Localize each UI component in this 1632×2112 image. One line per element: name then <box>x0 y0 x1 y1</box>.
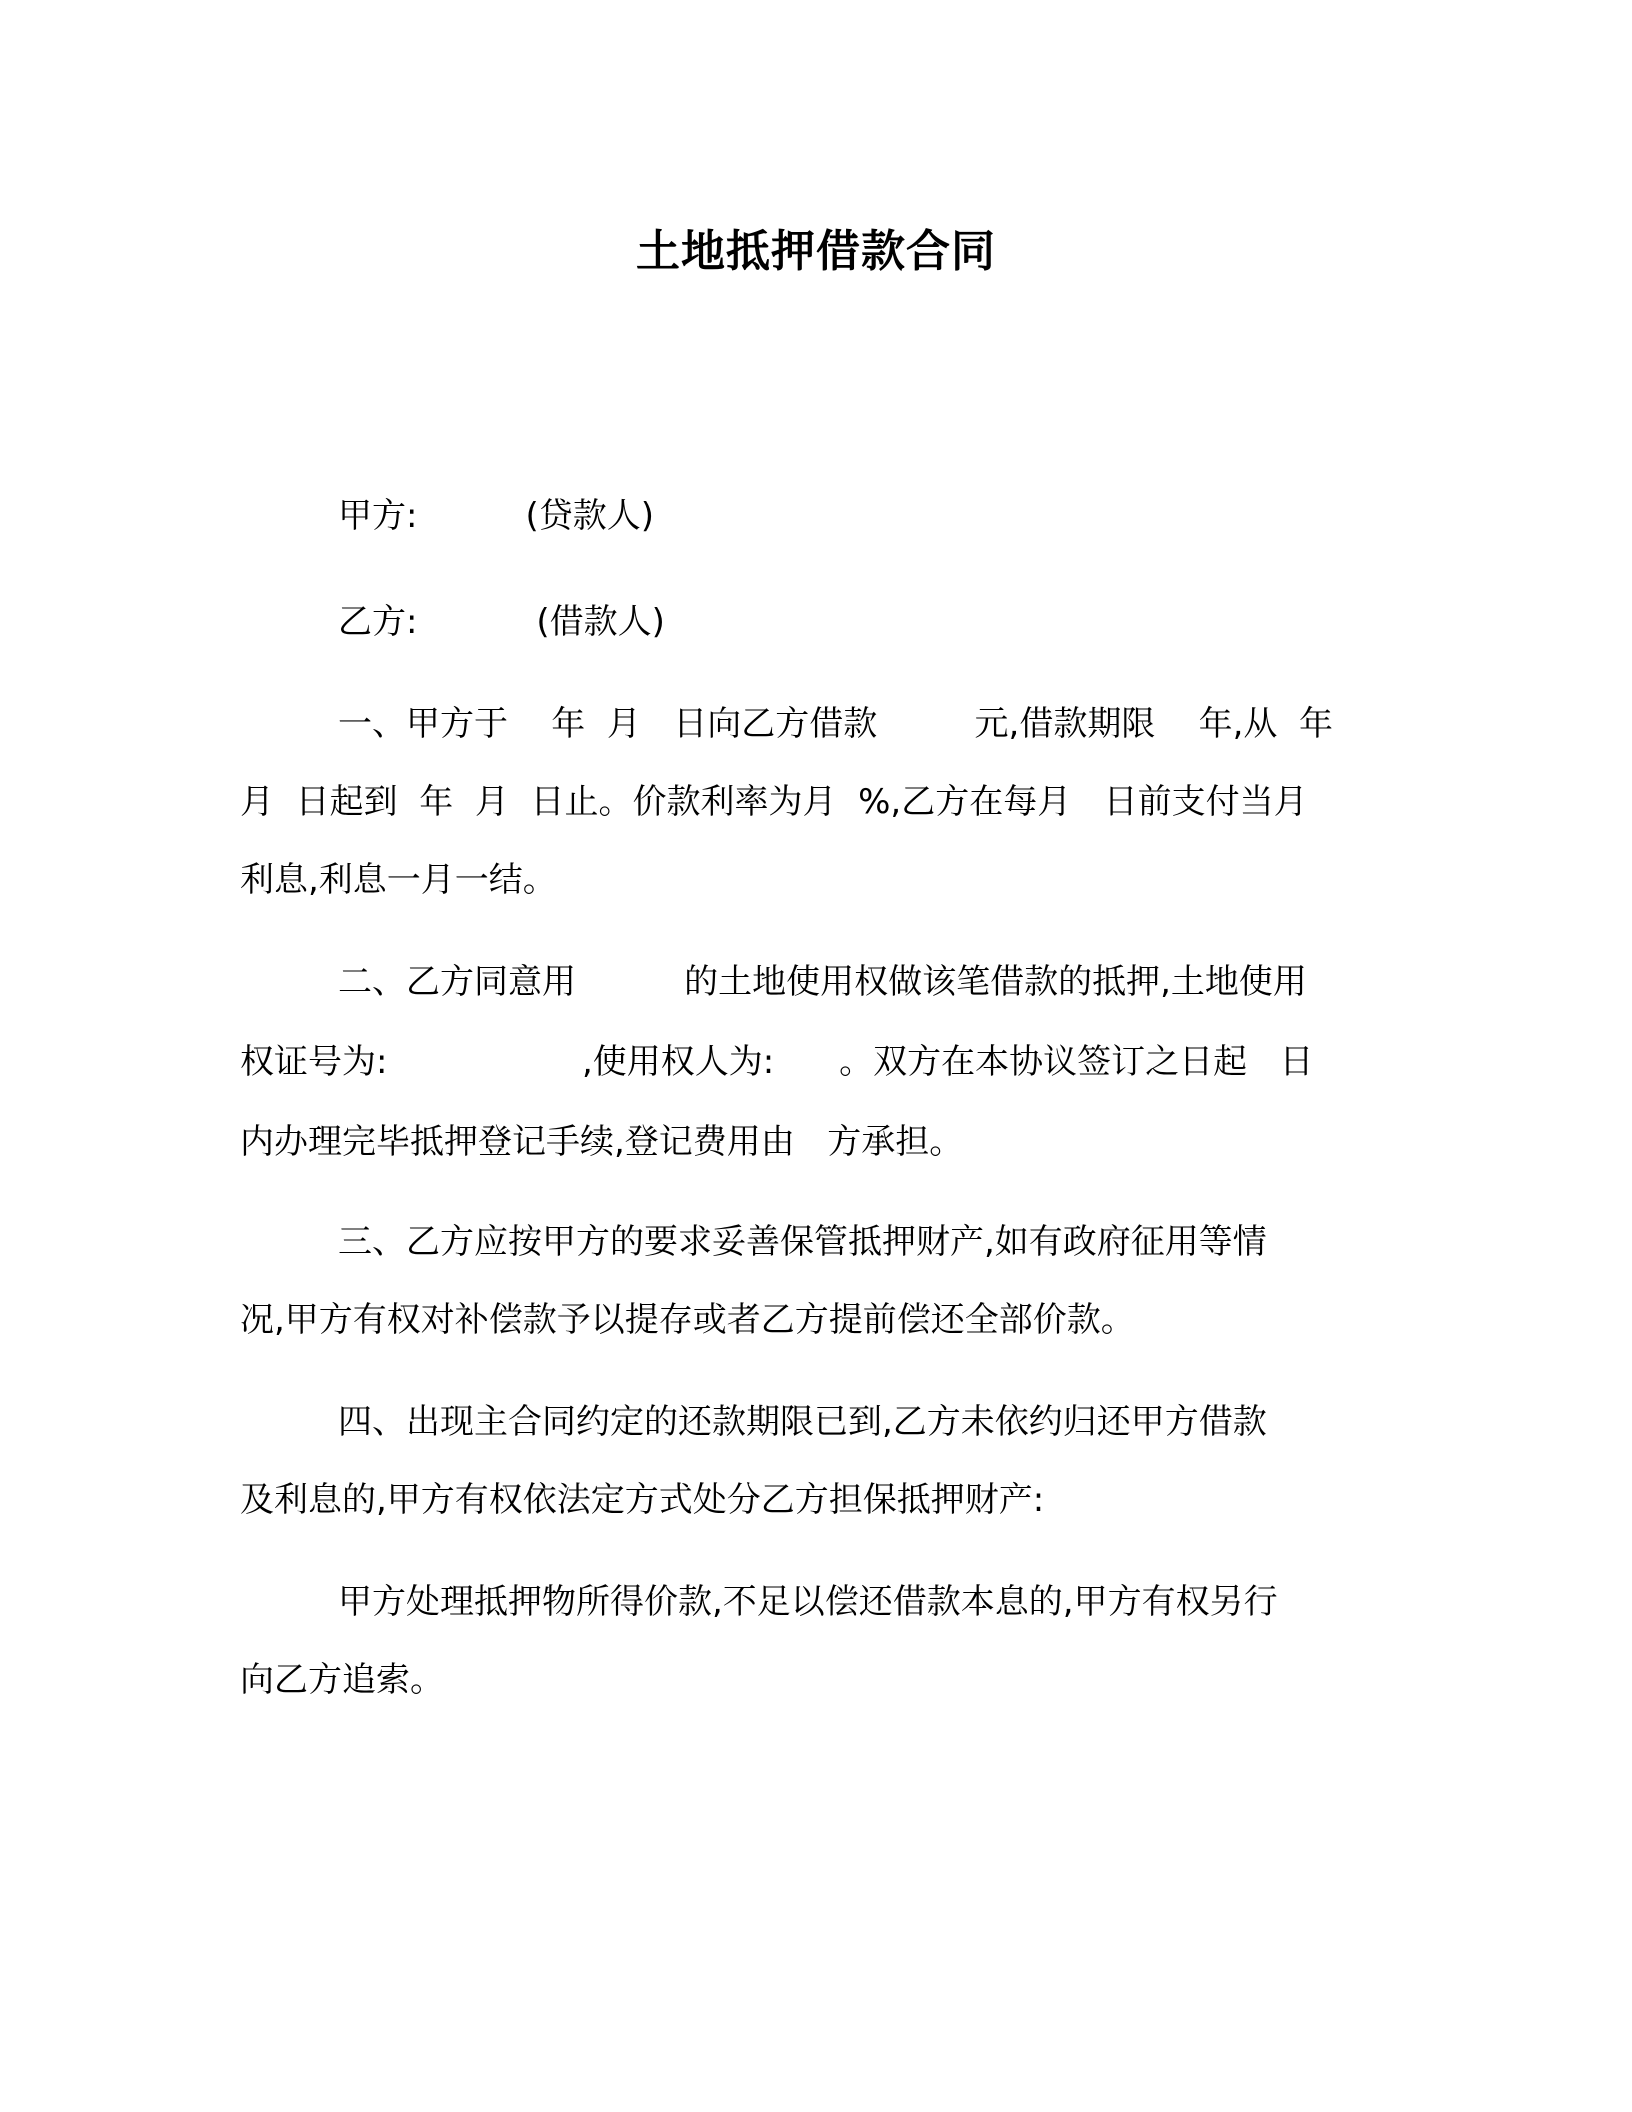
party-lender: 甲方: (贷款人) <box>338 496 655 536</box>
clause-5-line-1: 甲方处理抵押物所得价款,不足以偿还借款本息的,甲方有权另行 <box>338 1582 1278 1622</box>
clause-3-line-2: 况,甲方有权对补偿款予以提存或者乙方提前偿还全部价款。 <box>240 1300 1135 1340</box>
clause-5-line-2: 向乙方追索。 <box>240 1660 444 1700</box>
clause-3-line-1: 三、乙方应按甲方的要求妥善保管抵押财产,如有政府征用等情 <box>338 1222 1267 1262</box>
clause-1-line-3: 利息,利息一月一结。 <box>240 860 557 900</box>
clause-1-line-2: 月 日起到 年 月 日止。价款利率为月 %,乙方在每月 日前支付当月 <box>240 782 1308 822</box>
clause-4-line-2: 及利息的,甲方有权依法定方式处分乙方担保抵押财产: <box>240 1480 1045 1520</box>
party-borrower: 乙方: (借款人) <box>338 602 665 642</box>
document-title: 土地抵押借款合同 <box>636 226 996 277</box>
clause-2-line-2: 权证号为: ,使用权人为: 。双方在本协议签订之日起 日 <box>240 1042 1314 1082</box>
clause-2-line-3: 内办理完毕抵押登记手续,登记费用由 方承担。 <box>240 1122 964 1162</box>
clause-2-line-1: 二、乙方同意用 的土地使用权做该笔借款的抵押,土地使用 <box>338 962 1307 1002</box>
clause-1-line-1: 一、甲方于 年 月 日向乙方借款 元,借款期限 年,从 年 <box>338 704 1333 744</box>
clause-4-line-1: 四、出现主合同约定的还款期限已到,乙方未依约归还甲方借款 <box>338 1402 1267 1442</box>
